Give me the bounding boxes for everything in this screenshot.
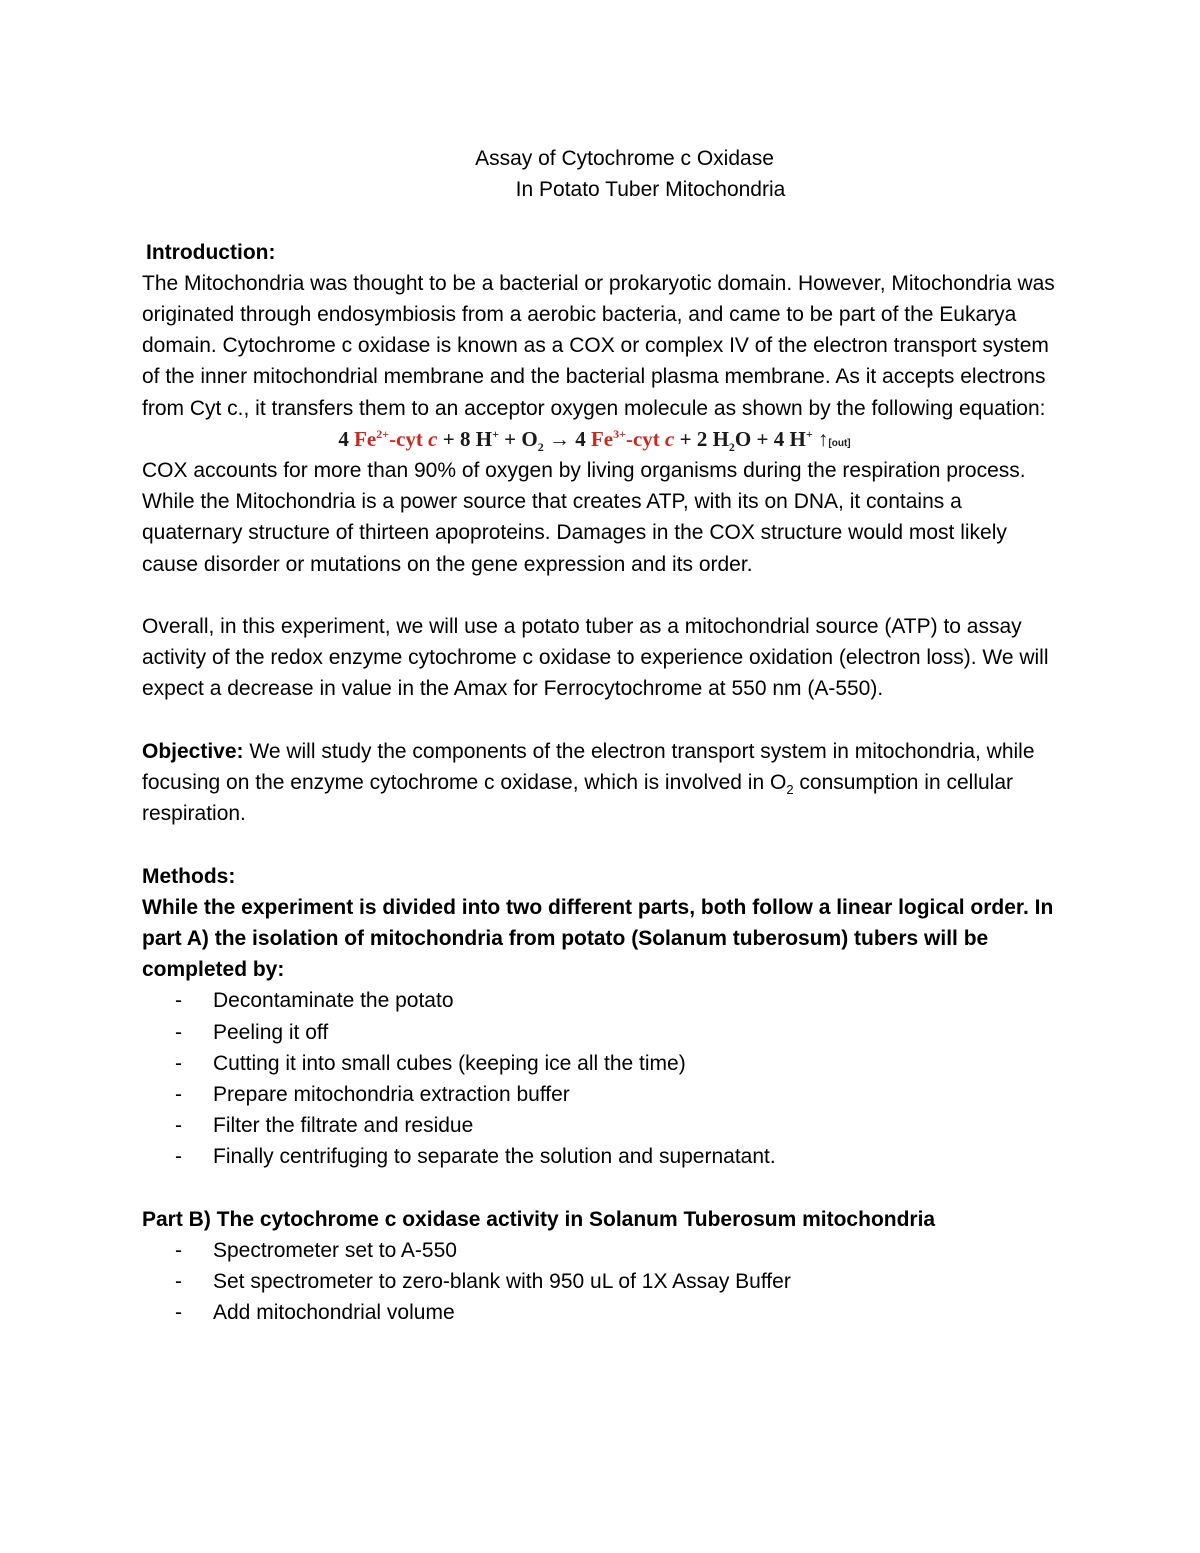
list-item (142, 1266, 1067, 1297)
list-item (142, 1079, 1067, 1110)
part-b-step-text: Spectrometer set to A-550 (213, 1239, 457, 1263)
eq-fe2-charge: 2+ (376, 426, 390, 441)
objective-label: Objective: (142, 739, 244, 763)
bullet-dash: - (175, 1083, 182, 1107)
list-item (142, 985, 1067, 1016)
introduction-heading: Introduction: (146, 240, 276, 264)
bullet-dash: - (175, 1114, 182, 1138)
eq-h-charge-2: + (805, 426, 813, 441)
bullet-dash: - (175, 1301, 182, 1325)
bullet-dash: - (175, 1239, 182, 1263)
part-a-step-text: Finally centrifuging to separate the solution and supernatant. (213, 1145, 776, 1169)
eq-arrow: → (543, 426, 576, 451)
bullet-dash: - (175, 989, 182, 1013)
part-a-steps-list (142, 985, 1067, 1172)
eq-plus-h: + 8 H (437, 426, 493, 451)
eq-plus-h2o: + 2 H (674, 426, 729, 451)
introduction-paragraph-1: The Mitochondria was thought to be a bacterial or prokaryotic domain. However, Mitochondria was originated through endosymbiosis from a aerobic bacteria, and came to be part of the Eukarya domain. Cytochrome c oxidase is known as a COX or complex IV of the electron transport system of the inner mitochondrial membrane and the bacterial plasma membrane. As it accepts electrons from Cyt c., it transfers them to an acceptor oxygen molecule as shown by the following equation: (142, 271, 1055, 420)
list-item (142, 1048, 1067, 1079)
eq-h2o-subscript: 2 (728, 440, 735, 454)
bullet-dash: - (175, 1145, 182, 1169)
introduction-paragraph-3: Overall, in this experiment, we will use a potato tuber as a mitochondrial source (ATP) to assay activity of the redox enzyme cytochrome c oxidase to experience oxidation (electron loss). We will expect a decrease in value in the Amax for Ferrocytochrome at 550 nm (A-550). (142, 615, 1049, 701)
eq-o-plus-h: O + 4 H (734, 426, 806, 451)
title-line-2: In Potato Tuber Mitochondria (515, 178, 786, 202)
eq-out-label: [out] (828, 437, 851, 449)
eq-c-2: c (665, 426, 675, 451)
spacer (142, 205, 1067, 236)
eq-rhs-coefficient: 4 (575, 426, 586, 451)
part-a-step-text: Peeling it off (213, 1020, 329, 1044)
part-a-step-text: Decontaminate the potato (213, 989, 454, 1013)
cox-reaction-equation (122, 424, 1067, 455)
part-b-steps-list (142, 1235, 1067, 1329)
objective-o2-subscript: 2 (786, 782, 794, 798)
objective-text-2: consumption in cellular respiration. (142, 771, 1014, 826)
eq-o2-subscript: 2 (537, 440, 544, 454)
list-item (142, 1297, 1067, 1328)
bullet-dash: - (175, 1270, 182, 1294)
document-body (142, 143, 1067, 1329)
part-a-step-text: Filter the filtrate and residue (213, 1114, 474, 1138)
eq-h-charge-1: + (492, 426, 499, 441)
spacer (142, 1173, 1067, 1204)
bullet-dash: - (175, 1020, 182, 1044)
methods-heading: Methods: (142, 864, 236, 888)
eq-plus-o: + O (498, 426, 538, 451)
eq-fe3-charge: 3+ (613, 426, 626, 441)
document-title (182, 143, 1067, 205)
eq-fe2: Fe (354, 426, 377, 451)
eq-cyt-2: -cyt (625, 426, 666, 451)
eq-fe3: Fe (590, 426, 614, 451)
objective-text-1: We will study the components of the electron transport system in mitochondria, while focusing on the enzyme cytochrome c oxidase, which is involved in O (142, 739, 1035, 794)
list-item (142, 1110, 1067, 1141)
part-b-step-text: Add mitochondrial volume (213, 1301, 455, 1325)
spacer (142, 829, 1067, 860)
part-a-step-text: Cutting it into small cubes (keeping ice all the time) (213, 1051, 686, 1075)
eq-lhs-coefficient: 4 (338, 426, 349, 451)
list-item (142, 1017, 1067, 1048)
introduction-paragraph-2: COX accounts for more than 90% of oxygen by living organisms during the respiration process. While the Mitochondria is a power source that creates ATP, with its on DNA, it contains a quaternary structure of thirteen apoproteins. Damages in the COX structure would most likely cause disorder or mutations on the gene expression and its order. (142, 459, 1026, 576)
part-b-heading: Part B) The cytochrome c oxidase activity in Solanum Tuberosum mitochondria (142, 1207, 936, 1231)
eq-cyt-1: -cyt (389, 426, 429, 451)
part-b-step-text: Set spectrometer to zero-blank with 950 uL of 1X Assay Buffer (213, 1270, 791, 1294)
list-item (142, 1235, 1067, 1266)
bullet-dash: - (175, 1051, 182, 1075)
list-item (142, 1141, 1067, 1172)
methods-part-a-intro: While the experiment is divided into two different parts, both follow a linear logical order. In part A) the isolation of mitochondria from potato (Solanum tuberosum) tubers will be completed by: (142, 895, 1054, 982)
spacer (142, 580, 1067, 611)
spacer (142, 705, 1067, 736)
title-line-1: Assay of Cytochrome c Oxidase (475, 147, 774, 170)
eq-c-1: c (428, 426, 438, 451)
eq-up-arrow: ↑ (812, 426, 829, 451)
part-a-step-text: Prepare mitochondria extraction buffer (213, 1083, 570, 1107)
objective-paragraph (142, 736, 1067, 830)
